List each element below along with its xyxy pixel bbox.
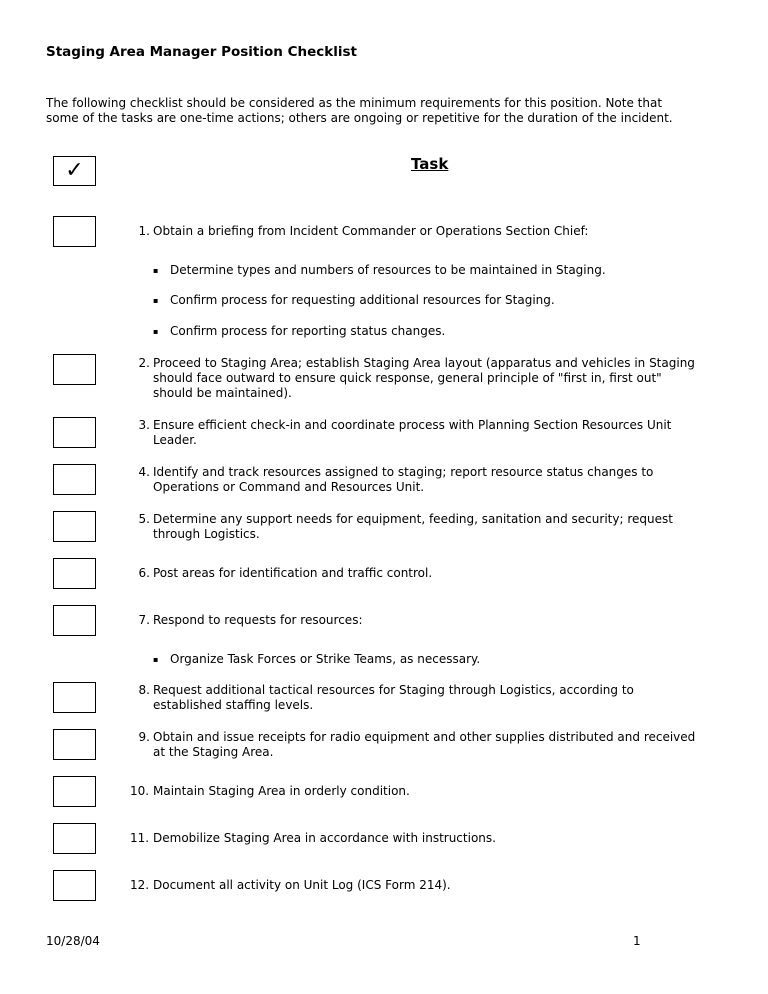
intro-paragraph (46, 96, 736, 126)
item-line: Determine any support needs for equipment, feeding, sanitation and security; request (153, 512, 673, 526)
item-line: at the Staging Area. (153, 745, 274, 759)
task-checkbox-11[interactable] (53, 823, 96, 854)
item-line: Obtain a briefing from Incident Commander or Operations Section Chief: (153, 224, 589, 238)
item-line: Proceed to Staging Area; establish Staging Area layout (apparatus and vehicles in Staging (153, 356, 695, 370)
item-line: Leader. (153, 433, 197, 447)
task-checkbox-8[interactable] (53, 682, 96, 713)
intro-line: The following checklist should be considered as the minimum requirements for this position. Note that (46, 96, 663, 110)
item-line: should be maintained). (153, 386, 292, 400)
item-line: Identify and track resources assigned to staging; report resource status changes to (153, 465, 654, 479)
task-checkbox-9[interactable] (53, 729, 96, 760)
item-line: Demobilize Staging Area in accordance with instructions. (153, 831, 496, 845)
item-text (153, 356, 743, 401)
task-checkbox-4[interactable] (53, 464, 96, 495)
item-number: 3. (138, 418, 150, 432)
task-column-heading: Task (411, 155, 449, 173)
checkmark-icon: ✓ (65, 158, 84, 183)
sub-bullet-text: Organize Task Forces or Strike Teams, as necessary. (170, 652, 481, 666)
item-number: 8. (138, 683, 150, 697)
sub-bullet-text: Determine types and numbers of resources to be maintained in Staging. (170, 263, 606, 277)
item-line: established staffing levels. (153, 698, 314, 712)
item-text (153, 418, 743, 448)
item-line: Maintain Staging Area in orderly condition. (153, 784, 410, 798)
item-number: 12. (130, 878, 150, 892)
bullet-icon: ▪ (153, 266, 159, 275)
item-line: Request additional tactical resources for Staging through Logistics, according to (153, 683, 634, 697)
item-line: Obtain and issue receipts for radio equipment and other supplies distributed and received (153, 730, 696, 744)
item-text (153, 566, 743, 581)
item-line: Post areas for identification and traffic control. (153, 566, 433, 580)
bullet-icon: ▪ (153, 655, 159, 664)
bullet-icon: ▪ (153, 296, 159, 305)
item-line: should face outward to ensure quick response, general principle of "first in, first out" (153, 371, 662, 385)
task-checkbox-12[interactable] (53, 870, 96, 901)
footer-date: 10/28/04 (46, 934, 100, 948)
item-number: 7. (138, 613, 150, 627)
task-checkbox-1[interactable] (53, 216, 96, 247)
item-line: Document all activity on Unit Log (ICS Form 214). (153, 878, 451, 892)
item-text (153, 831, 743, 846)
item-text (153, 878, 743, 893)
item-line: Operations or Command and Resources Unit. (153, 480, 425, 494)
item-text (153, 224, 743, 239)
item-number: 2. (138, 356, 150, 370)
bullet-icon: ▪ (153, 327, 159, 336)
item-text (153, 465, 743, 495)
sub-bullet-text: Confirm process for reporting status changes. (170, 324, 446, 338)
item-number: 10. (130, 784, 150, 798)
item-line: Respond to requests for resources: (153, 613, 363, 627)
item-number: 6. (138, 566, 150, 580)
task-checkbox-2[interactable] (53, 354, 96, 385)
item-text (153, 730, 743, 760)
page-number: 1 (633, 934, 641, 948)
item-number: 9. (138, 730, 150, 744)
task-checkbox-3[interactable] (53, 417, 96, 448)
sub-bullet-text: Confirm process for requesting additional resources for Staging. (170, 293, 555, 307)
item-number: 11. (130, 831, 150, 845)
task-checkbox-5[interactable] (53, 511, 96, 542)
task-checkbox-10[interactable] (53, 776, 96, 807)
task-checkbox-6[interactable] (53, 558, 96, 589)
header-check-box (53, 156, 96, 186)
item-number: 5. (138, 512, 150, 526)
item-line: through Logistics. (153, 527, 260, 541)
item-text (153, 784, 743, 799)
intro-line: some of the tasks are one-time actions; others are ongoing or repetitive for the duration of the incident. (46, 111, 673, 125)
item-text (153, 512, 743, 542)
item-number: 4. (138, 465, 150, 479)
item-text (153, 613, 743, 628)
task-checkbox-7[interactable] (53, 605, 96, 636)
item-text (153, 683, 743, 713)
item-number: 1. (138, 224, 150, 238)
page-title: Staging Area Manager Position Checklist (46, 44, 357, 60)
item-line: Ensure efficient check-in and coordinate process with Planning Section Resources Unit (153, 418, 672, 432)
